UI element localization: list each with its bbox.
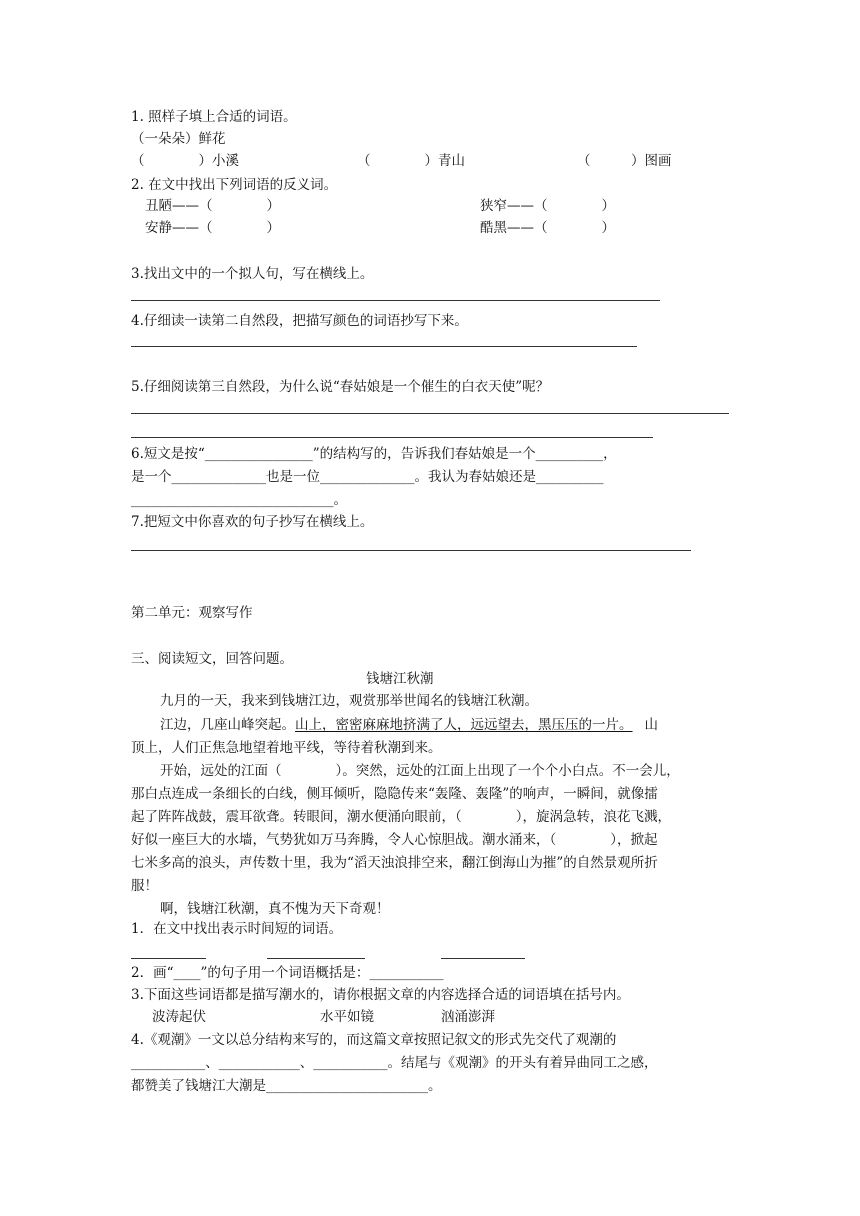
q5-answer-line-1[interactable]	[131, 413, 729, 414]
passage-para-3-line-3: 起了阵阵战鼓，震耳欲聋。转眼间，潮水便涌向眼前，（ ），旋涡急转，浪花飞溅，	[131, 809, 671, 825]
q5-prompt: 5.仔细阅读第三自然段，为什么说“春姑娘是一个催生的白衣天使”呢？	[131, 379, 550, 395]
q2-pair-quiet[interactable]: 安静——（ ）	[145, 220, 280, 236]
passage-underlined-sentence: 山上，密密麻麻地挤满了人，远远望去，黑压压的一片。	[295, 717, 633, 733]
passage-para-1: 九月的一天，我来到钱塘江边，观赏那举世闻名的钱塘江秋潮。	[160, 693, 538, 709]
q1-example: （一朵朵）鲜花	[131, 131, 226, 147]
q4-prompt: 4.仔细读一读第二自然段，把描写颜色的词语抄写下来。	[131, 313, 468, 329]
q3-prompt: 3.找出文中的一个拟人句，写在横线上。	[131, 266, 374, 282]
unit2-heading: 第二单元：观察写作	[131, 605, 253, 621]
q7-prompt: 7.把短文中你喜欢的句子抄写在横线上。	[131, 514, 374, 530]
q1-blank-picture[interactable]: （ ）图画	[577, 153, 672, 169]
q2-prompt: 2. 在文中找出下列词语的反义词。	[131, 177, 338, 193]
q3-answer-line[interactable]	[131, 300, 660, 301]
q2-pair-dark[interactable]: 酷黑——（ ）	[480, 220, 615, 236]
section3-heading: 三、阅读短文，回答问题。	[131, 651, 293, 667]
s3-q1-blank-1[interactable]	[131, 958, 206, 959]
s3-q3-word-2: 水平如镜	[320, 1009, 374, 1025]
passage-title: 钱塘江秋潮	[366, 671, 434, 687]
q6-line-1[interactable]: 6.短文是按“________________”的结构写的，告诉我们春姑娘是一个__________，	[131, 446, 617, 462]
q2-pair-narrow[interactable]: 狭窄——（ ）	[480, 198, 615, 214]
passage-para-3-line-1: 开始，远处的江面（ ）。突然，远处的江面上出现了一个个小白点。不一会儿，	[160, 763, 680, 779]
passage-para-2-line-1	[160, 716, 658, 734]
q7-answer-line[interactable]	[131, 550, 691, 551]
passage-para-2-text-a: 江边，几座山峰突起。	[160, 717, 295, 733]
q6-line-2[interactable]: 是一个______________也是一位______________。我认为春姑娘还是__________	[131, 469, 604, 485]
s3-q3-word-3: 汹涌澎湃	[441, 1009, 495, 1025]
s3-q3-word-1: 波涛起伏	[152, 1009, 206, 1025]
passage-para-2-line-2: 顶上，人们正焦急地望着地平线，等待着秋潮到来。	[131, 740, 442, 756]
s3-q4-line-3[interactable]: 都赞美了钱塘江大潮是________________________。	[131, 1078, 442, 1094]
passage-para-3-line-5: 七米多高的浪头，声传数十里，我为“滔天浊浪排空来，翻江倒海山为摧”的自然景观所折	[131, 855, 658, 871]
s3-q1-blank-3[interactable]	[441, 958, 525, 959]
passage-para-3-line-2: 那白点连成一条细长的白线，侧耳倾听，隐隐传来“轰隆、轰隆”的响声，一瞬间，就像擂	[131, 786, 658, 802]
passage-para-4: 啊，钱塘江秋潮，真不愧为天下奇观！	[160, 901, 390, 917]
q6-line-3[interactable]: ______________________________。	[131, 492, 347, 508]
passage-para-3-line-6: 服！	[131, 878, 158, 894]
passage-para-3-line-4: 好似一座巨大的水墙，气势犹如万马奔腾，令人心惊胆战。潮水涌来，（ ），掀起	[131, 832, 658, 848]
q4-answer-line[interactable]	[131, 346, 637, 347]
q1-blank-mountain[interactable]: （ ）青山	[357, 153, 465, 169]
q1-blank-stream[interactable]: （ ）小溪	[131, 153, 239, 169]
passage-para-2-text-b: 山	[644, 717, 658, 733]
q5-answer-line-2[interactable]	[131, 437, 653, 438]
q1-prompt: 1. 照样子填上合适的词语。	[131, 109, 297, 125]
q2-pair-ugly[interactable]: 丑陋——（ ）	[145, 198, 280, 214]
s3-q4-line-2[interactable]: ___________、____________、___________。结尾与《观潮》的开头有着异曲同工之感，	[131, 1055, 658, 1071]
s3-q1-blank-2[interactable]	[267, 958, 365, 959]
s3-q2-prompt[interactable]: 2．画“____”的句子用一个词语概括是：___________	[131, 965, 444, 981]
s3-q4-line-1: 4.《观潮》一文以总分结构来写的，而这篇文章按照记叙文的形式先交代了观潮的	[131, 1032, 617, 1048]
s3-q1-prompt: 1．在文中找出表示时间短的词语。	[131, 921, 343, 937]
s3-q3-prompt: 3.下面这些词语都是描写潮水的，请你根据文章的内容选择合适的词语填在括号内。	[131, 987, 630, 1003]
